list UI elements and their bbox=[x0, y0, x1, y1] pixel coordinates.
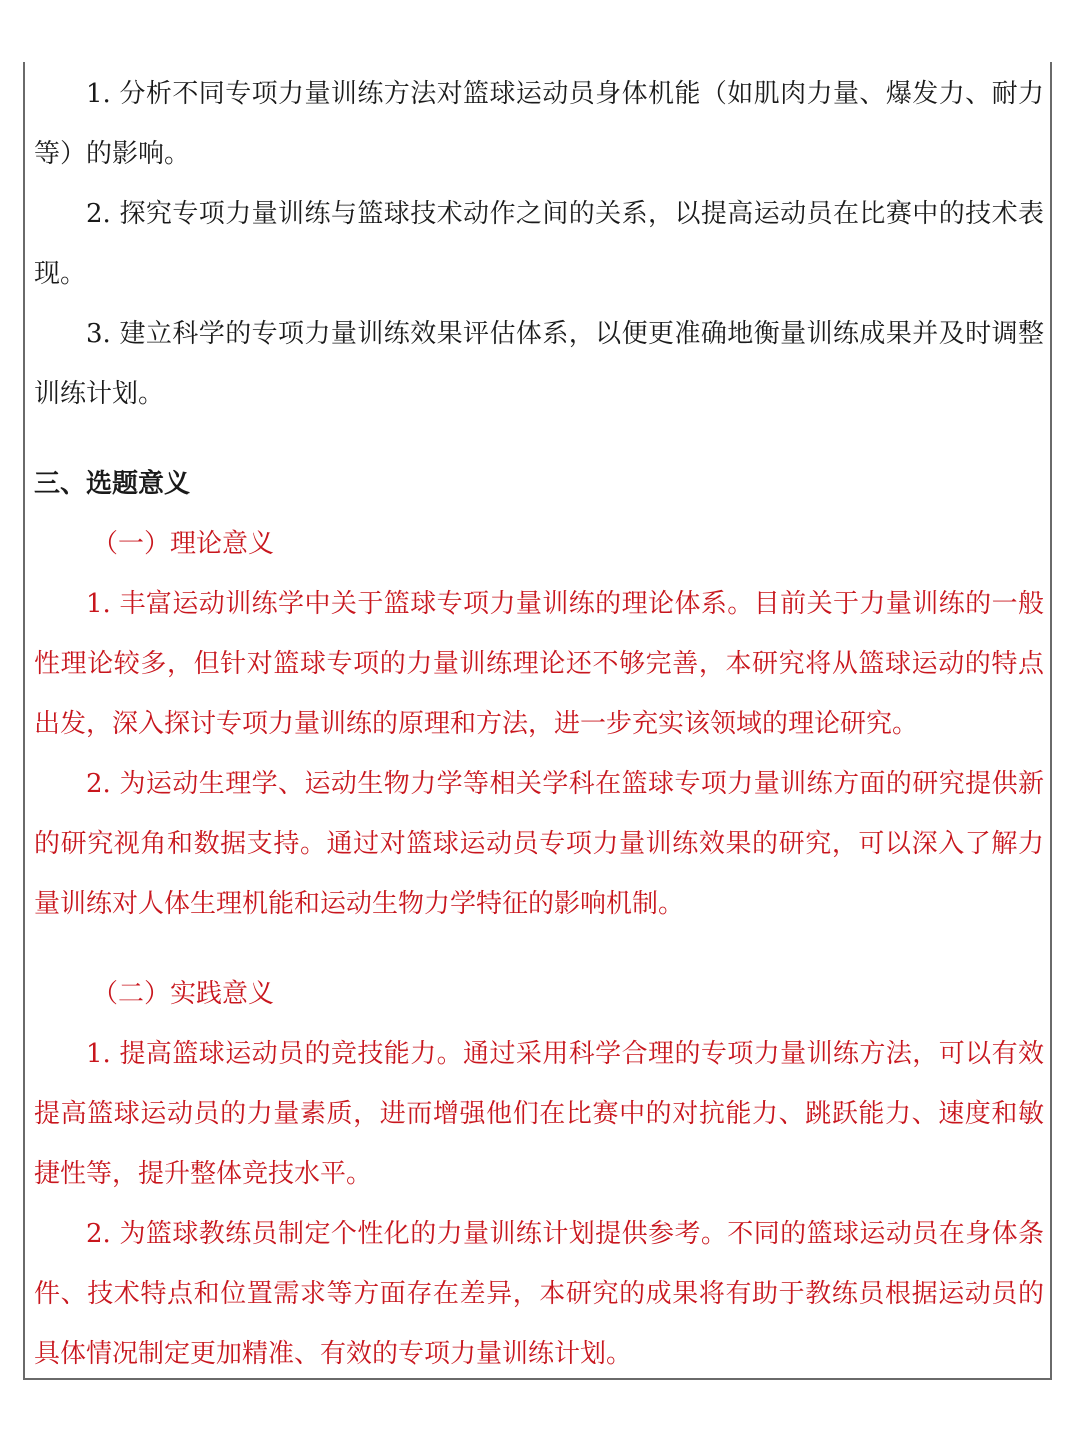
practice-item-1: 1. 提高篮球运动员的竞技能力。通过采用科学合理的专项力量训练方法，可以有效提高篮球运动员的力量素质，进而增强他们在比赛中的对抗能力、跳跃能力、速度和敏捷性等，提升整体竞技水平。 bbox=[34, 1039, 1044, 1189]
theory-item-2: 2. 为运动生理学、运动生物力学等相关学科在篮球专项力量训练方面的研究提供新的研究视角和数据支持。通过对篮球运动员专项力量训练效果的研究，可以深入了解力量训练对人体生理机能和运动生物力学特征的影响机制。 bbox=[34, 769, 1044, 919]
objective-item-1: 1. 分析不同专项力量训练方法对篮球运动员身体机能（如肌肉力量、爆发力、耐力等）的影响。 bbox=[34, 79, 1044, 169]
subsection-spacer bbox=[34, 934, 1044, 964]
section-spacer bbox=[34, 424, 1044, 454]
subheading-theoretical: （一）理论意义 bbox=[92, 529, 275, 559]
objective-item-3: 3. 建立科学的专项力量训练效果评估体系，以便更准确地衡量训练成果并及时调整训练计划。 bbox=[34, 319, 1044, 409]
document-body bbox=[34, 64, 1044, 1384]
objective-item-2: 2. 探究专项力量训练与篮球技术动作之间的关系，以提高运动员在比赛中的技术表现。 bbox=[34, 199, 1044, 289]
subheading-practical: （二）实践意义 bbox=[92, 979, 275, 1009]
practice-item-2: 2. 为篮球教练员制定个性化的力量训练计划提供参考。不同的篮球运动员在身体条件、技术特点和位置需求等方面存在差异，本研究的成果将有助于教练员根据运动员的具体情况制定更加精准、有效的专项力量训练计划。 bbox=[34, 1219, 1044, 1369]
theory-item-1: 1. 丰富运动训练学中关于篮球专项力量训练的理论体系。目前关于力量训练的一般性理论较多，但针对篮球专项的力量训练理论还不够完善，本研究将从篮球运动的特点出发，深入探讨专项力量训练的原理和方法，进一步充实该领域的理论研究。 bbox=[34, 589, 1044, 739]
section-heading-significance: 三、选题意义 bbox=[34, 469, 191, 499]
